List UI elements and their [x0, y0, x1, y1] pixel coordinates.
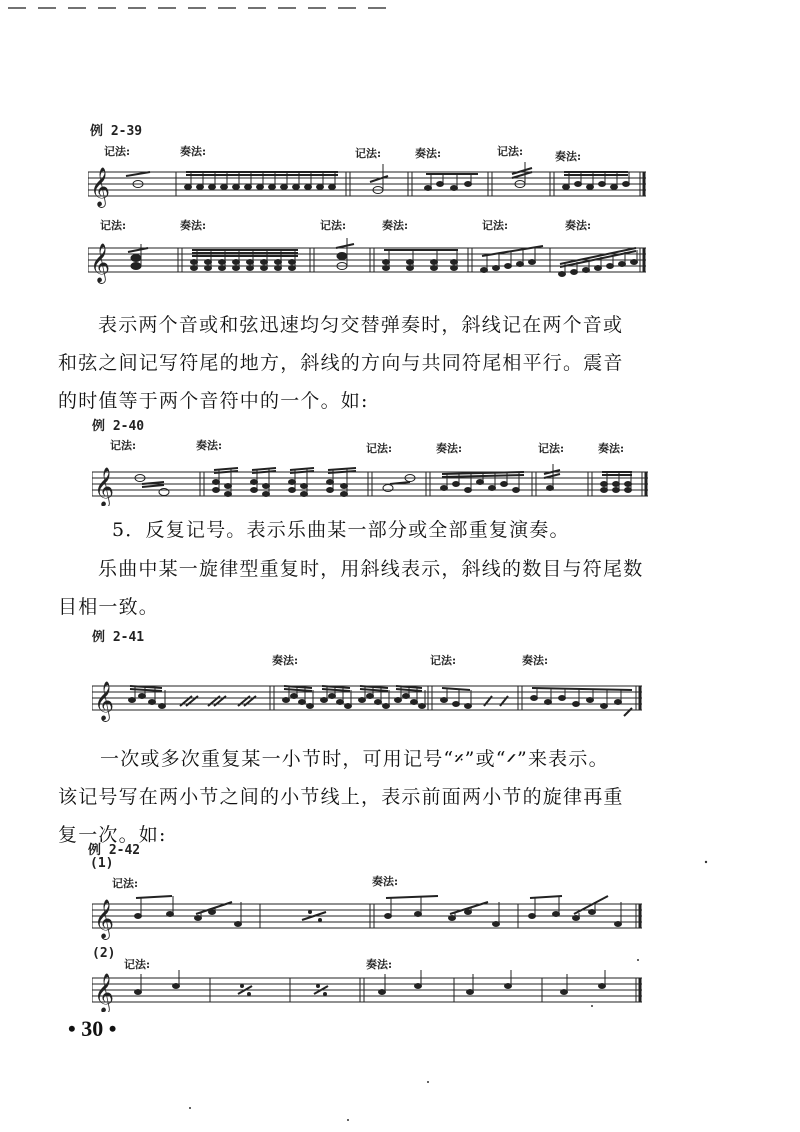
svg-text:𝄞: 𝄞 [94, 467, 115, 506]
performance-label: 奏法: [598, 442, 625, 455]
section-heading-repeat-signs: 5．反复记号。表示乐曲某一部分或全部重复演奏。 [112, 519, 570, 541]
sub-example-1: (1) [90, 856, 114, 871]
sub-example-2: (2) [92, 946, 116, 961]
notation-label: 记法: [320, 219, 347, 232]
example-label-2-40: 例 2-40 [92, 419, 145, 434]
notation-label: 记法: [124, 958, 151, 971]
performance-label: 奏法: [382, 219, 409, 232]
notation-label: 记法: [355, 147, 382, 160]
body-text-line: 一次或多次重复某一小节时，可用记号“𝄎”或“𝄍”来表示。 [100, 748, 609, 770]
performance-label: 奏法: [565, 219, 592, 232]
notation-label: 记法: [104, 145, 131, 158]
performance-label: 奏法: [415, 147, 442, 160]
body-text-line: 目相一致。 [58, 596, 160, 618]
body-text-line: 该记号写在两小节之间的小节线上，表示前面两小节的旋律再重 [58, 786, 624, 808]
svg-text:𝄞: 𝄞 [90, 167, 111, 207]
example-label-2-39: 例 2-39 [90, 124, 143, 139]
notation-label: 记法: [366, 442, 393, 455]
performance-label: 奏法: [180, 145, 207, 158]
svg-text:𝄞: 𝄞 [94, 681, 115, 721]
page-number: • 30 • [68, 1016, 117, 1041]
notation-label: 记法: [100, 219, 127, 232]
notation-label: 记法: [112, 877, 139, 890]
performance-label: 奏法: [555, 150, 582, 163]
example-label-2-42: 例 2-42 [88, 843, 141, 858]
svg-text:𝄞: 𝄞 [90, 243, 111, 283]
body-text-line: 复一次。如: [58, 824, 167, 846]
svg-text:𝄞: 𝄞 [94, 973, 115, 1012]
notation-label: 记法: [497, 145, 524, 158]
body-text-line: 表示两个音或和弦迅速均匀交替弹奏时，斜线记在两个音或 [98, 314, 624, 336]
performance-label: 奏法: [372, 875, 399, 888]
svg-text:𝄞: 𝄞 [94, 899, 115, 939]
example-label-2-41: 例 2-41 [92, 630, 145, 645]
performance-label: 奏法: [196, 439, 223, 452]
performance-label: 奏法: [522, 654, 549, 667]
performance-label: 奏法: [272, 654, 299, 667]
performance-label: 奏法: [366, 958, 393, 971]
notation-label: 记法: [430, 654, 457, 667]
notation-label: 记法: [482, 219, 509, 232]
notation-label: 记法: [538, 442, 565, 455]
performance-label: 奏法: [180, 219, 207, 232]
body-text-line: 和弦之间记写符尾的地方，斜线的方向与共同符尾相平行。震音 [58, 352, 624, 374]
body-text-line: 乐曲中某一旋律型重复时，用斜线表示，斜线的数目与符尾数 [98, 558, 644, 580]
notation-label: 记法: [110, 439, 137, 452]
performance-label: 奏法: [436, 442, 463, 455]
body-text-line: 的时值等于两个音符中的一个。如: [58, 390, 369, 412]
